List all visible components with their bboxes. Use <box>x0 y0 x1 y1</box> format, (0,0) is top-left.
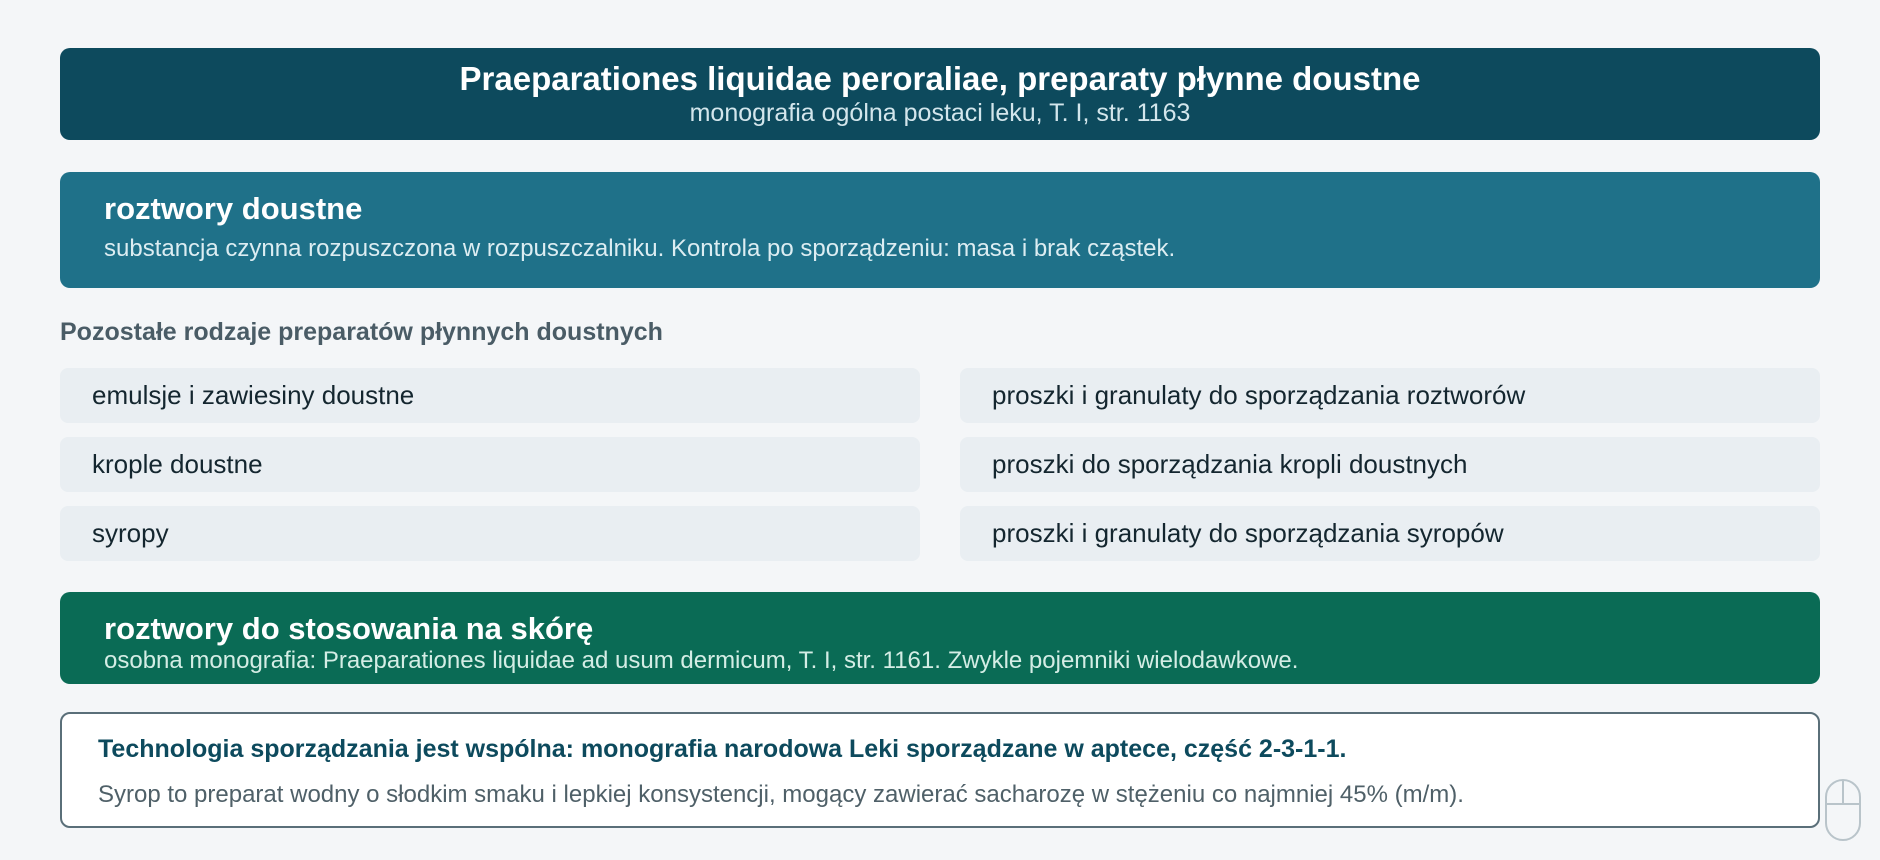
skin-solutions-title: roztwory do stosowania na skórę <box>104 611 594 646</box>
note-text: Syrop to preparat wodny o słodkim smaku i lepkiej konsystencji, mogący zawierać sacharozę w stężeniu co najmniej 45% (m/m). <box>98 781 1464 808</box>
list-item: proszki do sporządzania kropli doustnych <box>960 437 1820 492</box>
note-title: Technologia sporządzania jest wspólna: monografia narodowa Leki sporządzane w aptece, część 2-3-1-1. <box>98 735 1347 763</box>
page-header <box>60 48 1820 140</box>
skin-solutions-card <box>60 592 1820 684</box>
list-item: syropy <box>60 506 920 561</box>
oral-solutions-card <box>60 172 1820 288</box>
page-title: Praeparationes liquidae peroraliae, preparaty płynne doustne <box>459 60 1421 97</box>
list-item: krople doustne <box>60 437 920 492</box>
list-item: proszki i granulaty do sporządzania syropów <box>960 506 1820 561</box>
technology-note <box>60 712 1820 828</box>
oral-solutions-title: roztwory doustne <box>104 191 363 226</box>
others-grid <box>60 368 1820 561</box>
oral-solutions-description: substancja czynna rozpuszczona w rozpuszczalniku. Kontrola po sporządzeniu: masa i brak cząstek. <box>104 235 1176 262</box>
mouse-icon <box>1824 778 1862 842</box>
list-item: proszki i granulaty do sporządzania roztworów <box>960 368 1820 423</box>
page-subtitle: monografia ogólna postaci leku, T. I, str. 1163 <box>689 99 1191 127</box>
skin-solutions-description: osobna monografia: Praeparationes liquidae ad usum dermicum, T. I, str. 1161. Zwykle pojemniki wielodawkowe. <box>104 647 1299 674</box>
list-item: emulsje i zawiesiny doustne <box>60 368 920 423</box>
others-heading: Pozostałe rodzaje preparatów płynnych doustnych <box>60 318 663 346</box>
